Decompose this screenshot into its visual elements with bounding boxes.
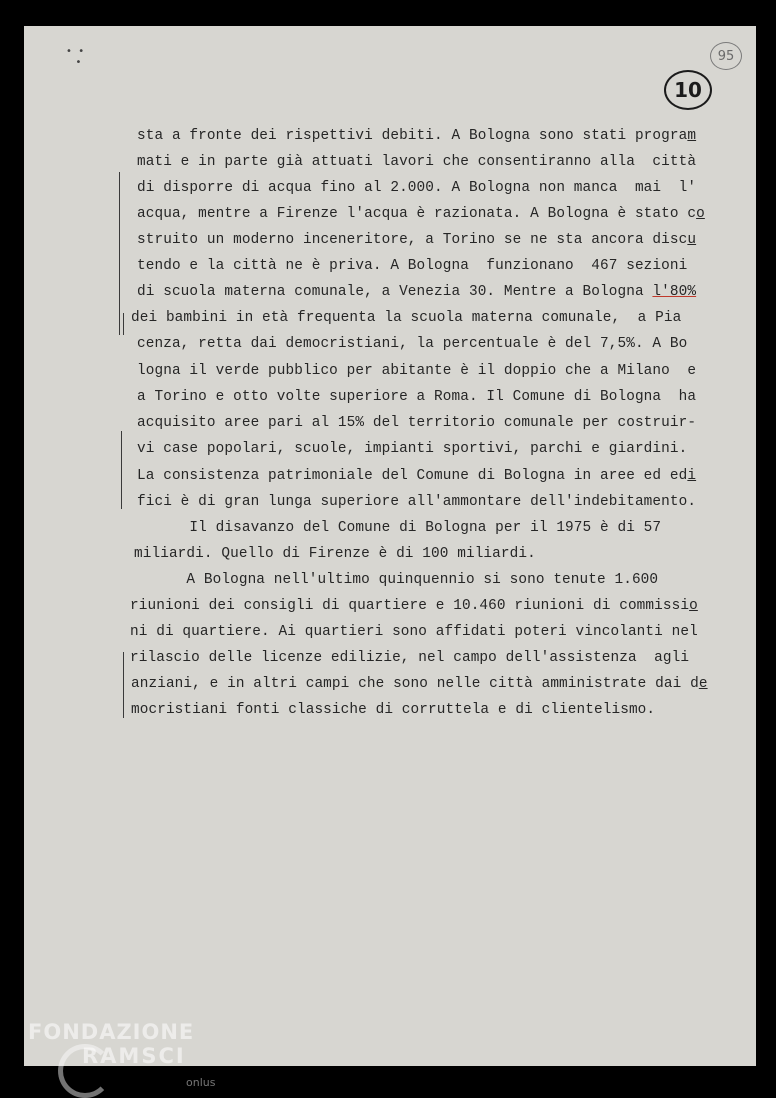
text-line <box>137 284 696 300</box>
text-line-body: acquisito aree pari al 15% del territorio comunale per costruir- <box>137 415 697 431</box>
underlined-fragment: o <box>689 598 698 614</box>
text-line <box>137 232 696 248</box>
text-line-body: a Torino e otto volte superiore a Roma. Il Comune di Bologna ha <box>137 389 697 405</box>
text-line-body: di disporre di acqua fino al 2.000. A Bologna non manca mai l' <box>137 180 697 196</box>
watermark-onlus: onlus <box>186 1076 216 1089</box>
text-line <box>130 598 698 614</box>
text-line-body: sta a fronte dei rispettivi debiti. A Bologna sono stati progra <box>137 128 688 144</box>
text-line-body: Il disavanzo del Comune di Bologna per il 1975 è di 57 <box>137 520 662 536</box>
text-line <box>137 154 696 170</box>
text-line <box>137 206 705 222</box>
margin-bracket-2 <box>119 313 120 335</box>
text-line-body: fici è di gran lunga superiore all'ammontare dell'indebitamento. <box>137 494 697 510</box>
text-line-body: dei bambini in età frequenta la scuola materna comunale, a Pia <box>131 310 682 326</box>
text-line <box>134 572 658 588</box>
underlined-fragment: u <box>687 232 697 248</box>
text-line-body: A Bologna nell'ultimo quinquennio si sono tenute 1.600 <box>134 572 659 588</box>
text-line-body: struito un moderno inceneritore, a Torino se ne sta ancora disc <box>137 232 688 248</box>
document-page <box>24 26 756 1089</box>
margin-bracket-4 <box>123 652 124 718</box>
text-line-body: La consistenza patrimoniale del Comune di Bologna in aree ed ed <box>137 468 688 484</box>
text-line-body: riunioni dei consigli di quartiere e 10.460 riunioni di commissi <box>130 598 690 614</box>
watermark-line-1: FONDAZIONE <box>28 1020 195 1044</box>
text-line <box>137 468 696 484</box>
text-line-body: tendo e la città ne è priva. A Bologna funzionano 467 sezioni <box>137 258 688 274</box>
folio-number: 95 <box>710 42 742 70</box>
watermark-line-2: RAMSCI <box>82 1044 186 1068</box>
text-line <box>137 336 687 352</box>
underlined-fragment: o <box>696 206 705 222</box>
text-line-body: miliardi. Quello di Firenze è di 100 miliardi. <box>134 546 536 562</box>
text-line-body: anziani, e in altri campi che sono nelle città amministrate dai d <box>131 676 699 692</box>
text-line <box>137 389 696 405</box>
underlined-fragment: l'80% <box>652 284 697 300</box>
text-line <box>137 494 696 510</box>
text-line <box>131 676 708 692</box>
text-line-body: rilascio delle licenze edilizie, nel campo dell'assistenza agli <box>130 650 690 666</box>
text-line-body: vi case popolari, scuole, impianti sportivi, parchi e giardini. <box>137 441 688 457</box>
text-line <box>131 702 655 718</box>
underlined-fragment: i <box>687 468 697 484</box>
watermark-logo <box>28 1020 228 1089</box>
margin-bracket-3 <box>121 431 122 509</box>
text-line <box>131 310 681 326</box>
text-line <box>130 650 689 666</box>
text-line <box>137 363 696 379</box>
text-line <box>137 520 661 536</box>
text-line-body: ni di quartiere. Ai quartieri sono affidati poteri vincolanti nel <box>130 624 698 640</box>
text-line-body: mocristiani fonti classiche di corruttela e di clientelismo. <box>131 702 656 718</box>
page-number: 10 <box>664 70 712 110</box>
text-line <box>137 441 687 457</box>
text-line <box>137 258 687 274</box>
text-line-body: cenza, retta dai democristiani, la percentuale è del 7,5%. A Bo <box>137 336 688 352</box>
text-line-body: mati e in parte già attuati lavori che consentiranno alla città <box>137 154 697 170</box>
text-line <box>134 546 536 562</box>
underlined-fragment: e <box>698 676 708 692</box>
text-line-body: logna il verde pubblico per abitante è il doppio che a Milano e <box>137 363 697 379</box>
text-line <box>130 624 698 640</box>
underlined-fragment: m <box>687 128 697 144</box>
ink-specks: • • • <box>66 46 85 68</box>
text-line <box>137 180 696 196</box>
margin-bracket-1 <box>119 172 120 324</box>
watermark-g-icon <box>58 1044 112 1098</box>
text-line-body: di scuola materna comunale, a Venezia 30. Mentre a Bologna <box>137 284 653 300</box>
text-line <box>137 415 696 431</box>
text-line-body: acqua, mentre a Firenze l'acqua è razionata. A Bologna è stato c <box>137 206 697 222</box>
margin-bracket-2b <box>123 313 124 335</box>
text-line <box>137 128 696 144</box>
